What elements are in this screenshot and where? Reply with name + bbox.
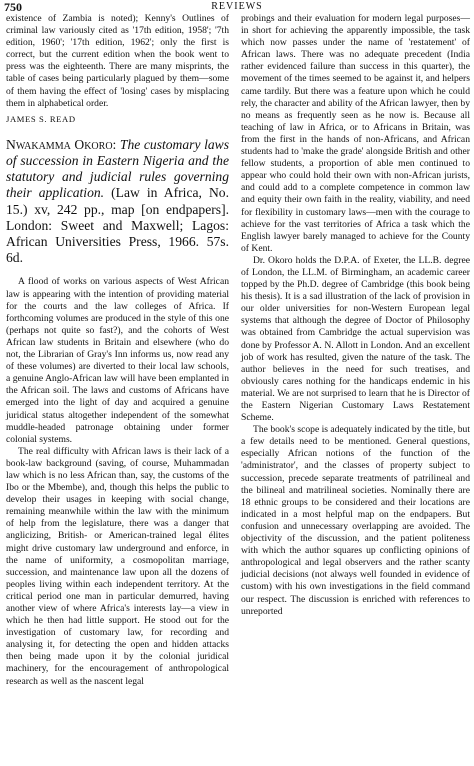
left-column xyxy=(6,13,229,688)
right-column xyxy=(241,13,470,618)
review-paragraph: The real difficulty with African laws is their lack of a book-law background (saving, of course, Muhammadan law which is no less African than, say, the customs of the Ibo or the Mbembe), and, though this helps the public to develop their usages in keeping with social change, remaining meanwhile within the law with the minimum of help from the legislature, there was a danger that anglicizing, British- or American-trained legal élites might drive customary law underground and enforce, in the name of uniformity, a cosmopolitan marriage, succession, and maintenance law upon all the dozens of peoples living within each independent territory. At the critical period one man in particular demurred, having another view of where Africa's interests lay—a view in which he then had little support. He stood out for the investigation of customary law, for recording and analysing it, for detecting the open and hidden attacks then being made upon it by the colonial juridical machinery, for the encouragement of anthropological research as well as the nascent legal xyxy=(6,445,229,687)
book-author: Nwakamma Okoro: xyxy=(6,136,117,152)
continued-paragraph: existence of Zambia is noted); Kenny's Outlines of criminal law variously cited as '17th edition, 1958'; '7th edition, 1960'; '17th edition, 1962'; only the first is correct, but the current edition when the book went to press was the eighteenth. There are many misprints, the table of cases being particularly plagued by them—some of them having the effect of 'losing' cases by misplacing them in alphabetical order. xyxy=(6,13,229,109)
review-paragraph: Dr. Okoro holds the D.P.A. of Exeter, the LL.B. degree of London, the LL.M. of Birmingham, an academic career topped by the Ph.D. degree of Cambridge (this book being his thesis). It is a sad illustration of the lack of provision in our older universities for non-Western European legal systems that although the degree of Doctor of Philosophy was obtained from Cambridge the actual supervision was done by Professor A. N. Allott in London. And an excellent job of work has resulted, given the nature of the task. The author believes in the need for such treatises, and obviously cares nothing for the handicaps endemic in his material. We are not surprised to learn that he is Director of the Eastern Nigerian Customary Laws Restatement Scheme. xyxy=(241,254,470,424)
book-details: (Law in Africa, No. 15.) xv, 242 pp., map [on endpapers]. London: Sweet and Maxwell; Lagos: African Universities Press, 1966. 57s. 6d. xyxy=(6,185,229,266)
running-head: REVIEWS xyxy=(211,1,263,12)
page-header xyxy=(0,0,474,14)
book-title: The customary laws of succession in Eastern Nigeria and the statutory and judicial rules governing their application. xyxy=(6,136,229,201)
reviewer-signature: JAMES S. READ xyxy=(6,113,76,124)
review-paragraph: The book's scope is adequately indicated by the title, but a few details need to be mentioned. General questions, especially African notions of the function of the 'administrator', and the classes of property subject to succession, precede separate treatments of patrilineal and the bilineal and matrilineal societies. Nominally there are 18 ethnic groups to be considered and their locations are indicated in a most helpful map on the endpapers. But confusion and unnecessary overlapping are avoided. The objectivity of the discussion, and the patient politeness with which the author squares up conflicting opinions of anthropological and legal observers and the rather scanty judicial decisions (not always well founded in evidence of custom) with his own investigations in the field command our respect. The discussion is enriched with references to unreported xyxy=(241,424,470,617)
review-paragraph: probings and their evaluation for modern legal purposes—in short for achieving the apparently impossible, the task which now passes under the name of 'restatement' of African laws. There was no adequate precedent (India rather evidenced failure than success in this quarter), the movement of the times seemed to be against it, and helpers came tardily. But there was a feature upon which he could rely, the character and ability of the African lawyer, then by no means as frequently seen as he now is. Because all teaching of law in Africa, or to Africans in Britain, was from the first in the hands of non-Africans, and African students had to 'make the grade' alongside British and other fellow students, a proportion of able men continued to appear who could hold their own with non-African jurists, and could add to a complete competence in common law and equity their own faith in the reality, viability, and need for flexibility in customary laws—men with the courage to achieve for the vast territories of Africa a task which the English lawyer barely managed to achieve for the County of Kent. xyxy=(241,13,470,254)
review-citation xyxy=(6,137,229,267)
page-number: 750 xyxy=(4,0,22,14)
review-paragraph: A flood of works on various aspects of West African law is appearing with the intention of providing material for the courts and the law colleges of Africa. If forthcoming volumes are produced in the style of this one (perhaps not quite so fast?), and the cohorts of West African law students in Britain and elsewhere (who do not, the Librarian of Gray's Inn informs us, now read any of these volumes) are diverted to their local law schools, a genuine Anglo-African law will have been emplanted in the African soil. The laws and customs of Africans have emerged into the light of day and acquired a genuine juridical status altogether independent of the somewhat muddle-headed patronage obtaining under former colonial systems. xyxy=(6,276,229,445)
